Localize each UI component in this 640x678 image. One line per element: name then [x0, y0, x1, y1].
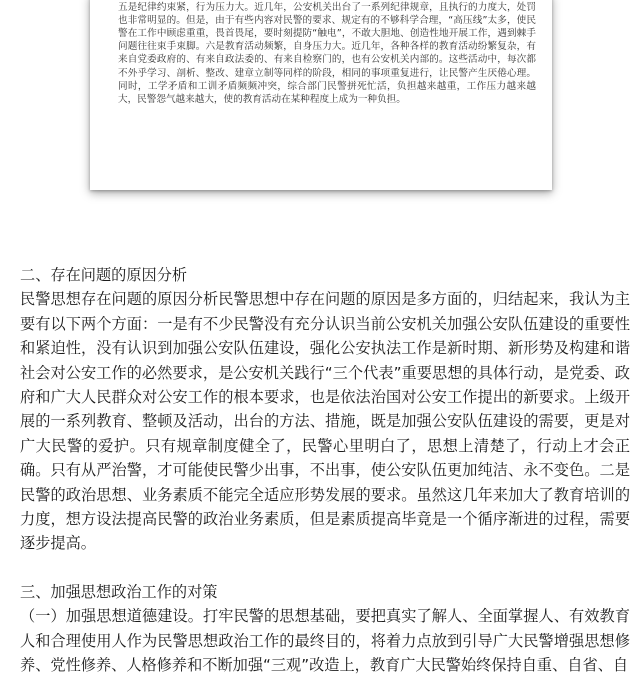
paragraph-spacer	[20, 556, 630, 580]
section-heading-countermeasures: 三、加强思想政治工作的对策	[20, 582, 218, 601]
section-paragraph: 民警思想存在问题的原因分析民警思想中存在问题的原因是多方面的，归结起来，我认为主要有以下两个方面：一是有不少民警没有充分认识当前公安机关加强公安队伍建设的重要性和紧迫性，没有认识到加强公安队伍建设，强化公安执法工作是新时期、新形势及构建和谐社会对公安工作的必然要求，是公安机关践行“三个代表”重要思想的具体行动，是党委、政府和广大人民群众对公安工作的根本要求，也是依法治国对公安工作提出的新要求。上级开展的一系列教育、整顿及活动，出台的方法、措施，既是加强公安队伍建设的需要，更是对广大民警的爱护。只有规章制度健全了，民警心里明白了，思想上清楚了，行动上才会正确。只有从严治警，才可能使民警少出事，不出事，使公安队伍更加纯洁、永不变色。二是民警的政治思想、业务素质不能完全适应形势发展的要求。虽然这几年来加大了教育培训的力度，想方设法提高民警的政治业务素质，但是素质提高毕竟是一个循序渐进的过程，需要逐步提高。	[20, 290, 630, 553]
section-heading-cause-analysis: 二、存在问题的原因分析	[20, 266, 188, 284]
document-body	[20, 263, 630, 678]
preview-text-block	[118, 0, 536, 106]
document-preview-thumbnail	[90, 0, 552, 190]
section-paragraph: （一）加强思想道德建设。打牢民警的思想基础，要把真实了解人、全面掌握人、有效教育人和合理使用人作为民警思想政治工作的最终目的，将着力点放到引导广大民警增强思想修养、党性修养、人格修养和不断加强“三观”改造上，教育广大民警始终保持自重、自省、自	[20, 607, 630, 675]
preview-paragraph: 五是纪律约束紧，行为压力大。近几年，公安机关出台了一系列纪律规章，且执行的力度大，处罚也非常明显的。但是，由于有些内容对民警的要求、规定有的不够科学合理，“高压线”太多，使民警在工作中顾虑重重，畏首畏尾，要时刻提防“触电”，不敢大胆地、创造性地开展工作，遇到棘手问题往往束手束脚。六是教育活动频繁，自身压力大。近几年，各种各样的教育活动纷繁复杂，有来自党委政府的、有来自政法委的、有来自检察门的，也有公安机关内部的。这些活动中，每次都不外乎学习、剖析、整改、建章立制等同样的阶段，相同的事项重复进行，让民警产生厌倦心理。同时，工学矛盾和工训矛盾频频冲突，综合部门民警拼死忙活，负担越来越重，工作压力越来越大，民警怨气越来越大，使的教育活动在某种程度上成为一种负担。	[118, 2, 536, 105]
